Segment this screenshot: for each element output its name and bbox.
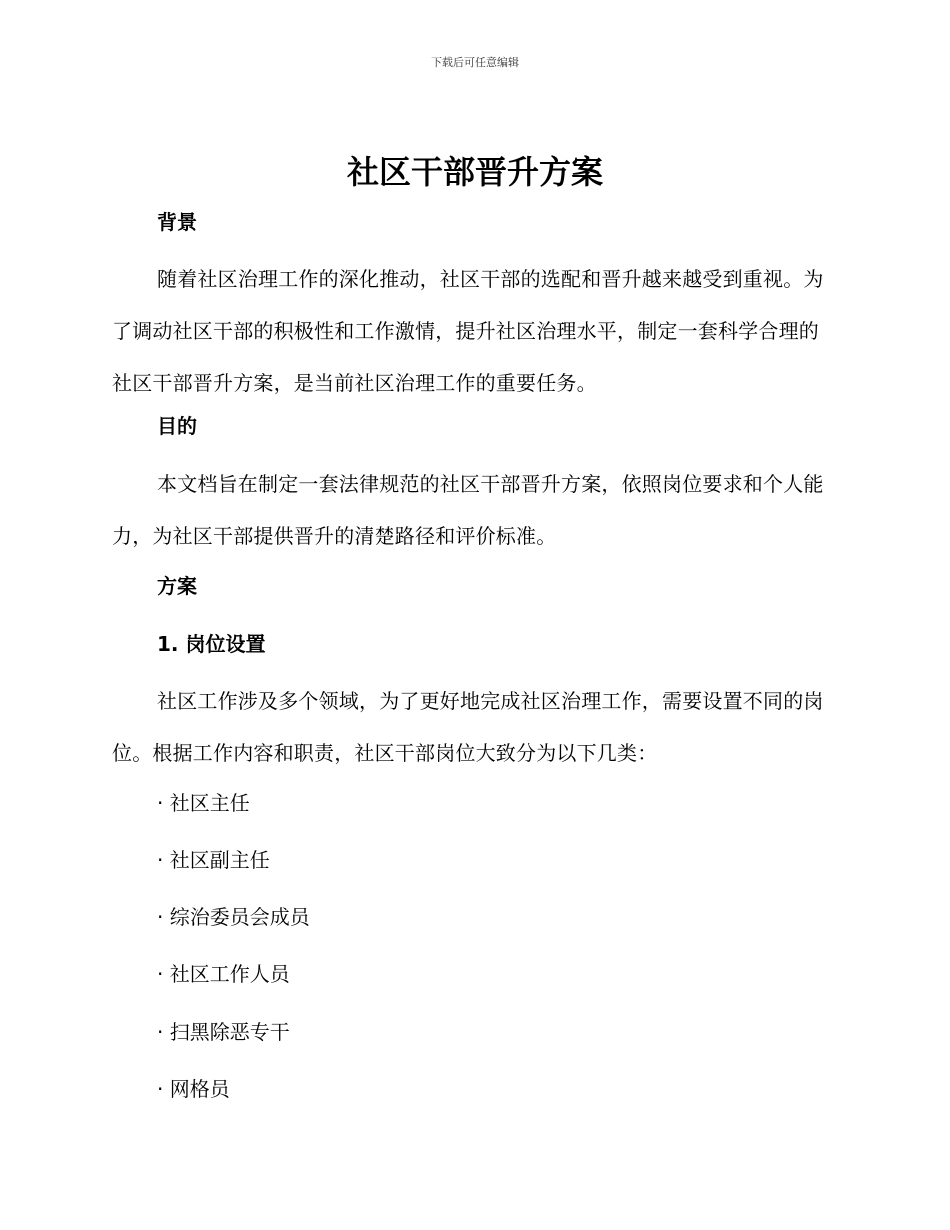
list-item: · 综治委员会成员 (157, 905, 310, 929)
page-header-note: 下载后可任意编辑 (431, 56, 519, 69)
paragraph-positions: 社区工作涉及多个领域，为了更好地完成社区治理工作，需要设置不同的岗位。根据工作内容和职责，社区干部岗位大致分为以下几类： (112, 689, 824, 765)
list-item: · 网格员 (157, 1077, 230, 1101)
section-heading-purpose: 目的 (157, 414, 197, 438)
document-title: 社区干部晋升方案 (346, 153, 603, 191)
section-heading-plan: 方案 (157, 574, 197, 598)
subsection-heading-positions: 1. 岗位设置 (157, 632, 266, 656)
list-item: · 扫黑除恶专干 (157, 1020, 290, 1044)
list-item: · 社区工作人员 (157, 962, 290, 986)
list-item: · 社区副主任 (157, 848, 270, 872)
list-item: · 社区主任 (157, 791, 250, 815)
paragraph-background: 随着社区治理工作的深化推动，社区干部的选配和晋升越来越受到重视。为了调动社区干部的积极性和工作激情，提升社区治理水平，制定一套科学合理的社区干部晋升方案，是当前社区治理工作的重要任务。 (112, 267, 824, 395)
section-heading-background: 背景 (157, 210, 197, 234)
paragraph-purpose: 本文档旨在制定一套法律规范的社区干部晋升方案，依照岗位要求和个人能力，为社区干部提供晋升的清楚路径和评价标准。 (112, 472, 824, 548)
